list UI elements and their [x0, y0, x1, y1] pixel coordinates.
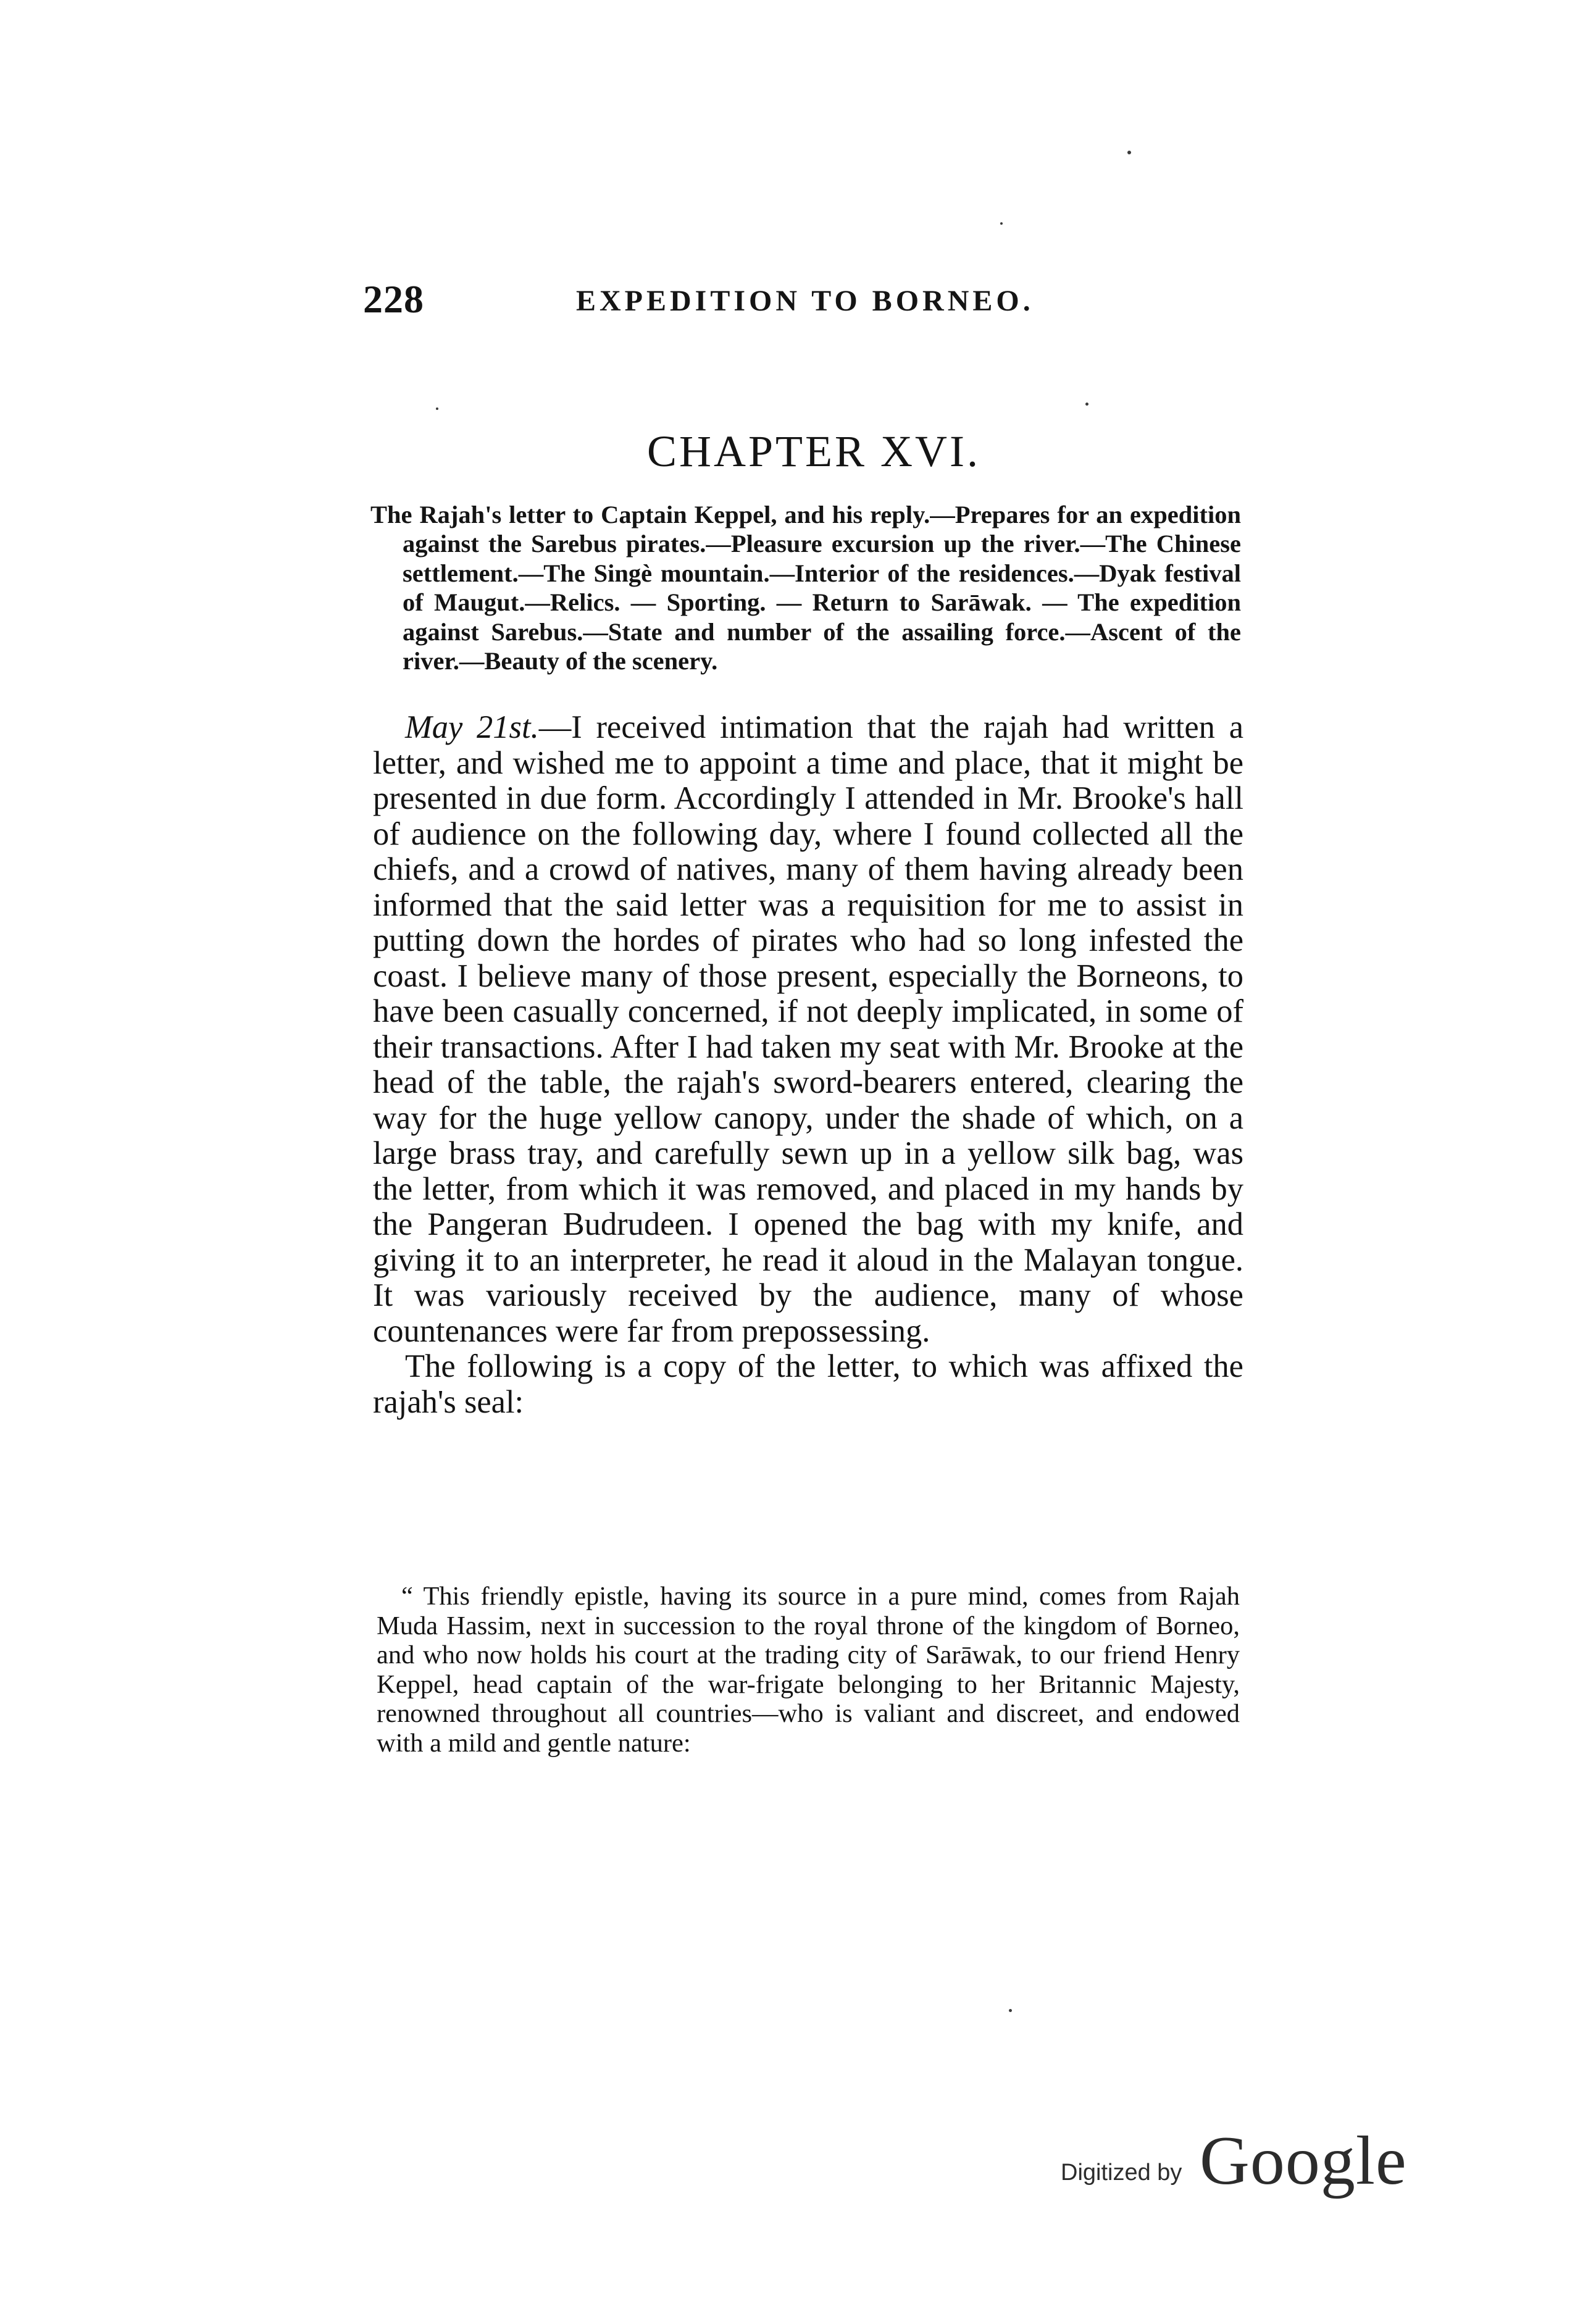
chapter-synopsis: The Rajah's letter to Captain Keppel, and his reply.—Prepares for an expedition against the Sarebus pirates.—Pleasure excursion up the river.—The Chinese settlement.—The Singè mountain.—Interior of the residences.—Dyak festival of Maugut.—Relics. — Sporting. — Return to Sarāwak. — The expedition against Sarebus.—State and number of the assailing force.—Ascent of the river.—Beauty of the scenery.	[370, 501, 1241, 675]
letter-paragraph: “ This friendly epistle, having its source in a pure mind, comes from Rajah Muda Hassim, next in succession to the royal throne of the kingdom of Borneo, and who now holds his court at the trading city of Sarāwak, to our friend Henry Keppel, head captain of the war-frigate belonging to her Britannic Majesty, renowned throughout all countries—who is valiant and discreet, and endowed with a mild and gentle nature:	[377, 1582, 1240, 1758]
scan-speck	[436, 407, 438, 410]
body-text	[373, 710, 1243, 1420]
scan-speck	[1000, 222, 1003, 225]
running-title: EXPEDITION TO BORNEO.	[576, 285, 1034, 317]
paragraph-1-text: —I received intimation that the rajah had written a letter, and wished me to appoint a time and place, that it might be presented in due form. Accordingly I attended in Mr. Brooke's hall of audience on the following day, where I found collected all the chiefs, and a crowd of natives, many of them having already been informed that the said letter was a requisition for me to assist in putting down the hordes of pirates who had so long infested the coast. I believe many of those present, especially the Borneons, to have been casually concerned, if not deeply implicated, in some of their transactions. After I had taken my seat with Mr. Brooke at the head of the table, the rajah's sword-bearers entered, clearing the way for the huge yellow canopy, under the shade of which, on a large brass tray, and carefully sewn up in a yellow silk bag, was the letter, from which it was removed, and placed in my hands by the Pangeran Budrudeen. I opened the bag with my knife, and giving it to an interpreter, he read it aloud in the Malayan tongue. It was variously received by the audience, many of whose countenances were far from prepossessing.	[373, 709, 1243, 1349]
scan-speck	[1085, 403, 1088, 406]
watermark-prefix: Digitized by	[1061, 2160, 1182, 2186]
digitization-watermark	[1061, 2110, 1407, 2199]
scan-speck	[1009, 2009, 1012, 2012]
body-paragraph-2: The following is a copy of the letter, to which was affixed the rajah's seal:	[373, 1348, 1243, 1420]
watermark-logo: Google	[1200, 2123, 1407, 2199]
body-paragraph-1	[373, 710, 1243, 1349]
scan-speck	[1127, 151, 1131, 154]
chapter-heading: CHAPTER XVI.	[646, 427, 980, 476]
running-head	[363, 277, 1240, 326]
page-number: 228	[363, 277, 424, 321]
entry-date: May 21st.	[405, 709, 539, 745]
quoted-letter	[377, 1582, 1240, 1758]
